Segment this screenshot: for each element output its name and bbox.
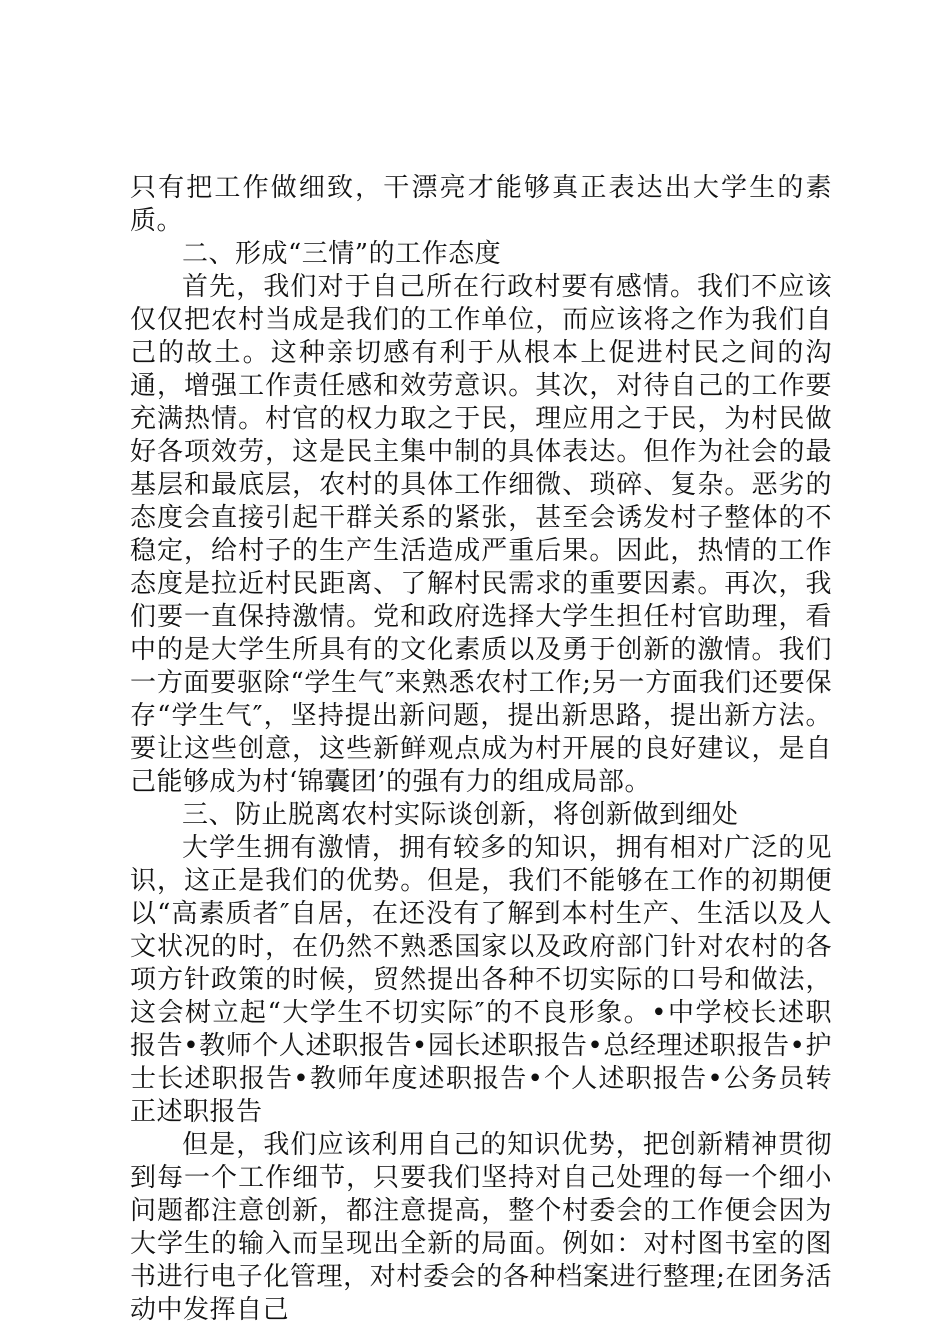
section-3-paragraph-1: 大学生拥有激情，拥有较多的知识，拥有相对广泛的见识，这正是我们的优势。但是，我们不能够在工作的初期便以“高素质者″自居，在还没有了解到本村生产、生活以及人文状况的时，在仍然不熟悉国家以及政府部门针对农村的各项方针政策的时候，贸然提出各种不切实际的口号和做法，这会树立起“大学生不切实际″的不良形象。•中学校长述职报告•教师个人述职报告•园长述职报告•总经理述职报告•护士长述职报告•教师年度述职报告•个人述职报告•公务员转正述职报告: [130, 833, 832, 1127]
section-heading-3: 三、防止脱离农村实际谈创新，将创新做到细处: [182, 800, 739, 830]
document-body: [130, 172, 832, 1327]
section-heading-2: 二、形成“三情”的工作态度: [182, 239, 502, 269]
section-3-paragraph-2: 但是，我们应该利用自己的知识优势，把创新精神贯彻到每一个工作细节，只要我们坚持对自己处理的每一个细小问题都注意创新，都注意提高，整个村委会的工作便会因为大学生的输入而呈现出全新的局面。例如：对村图书室的图书进行电子化管理，对村委会的各种档案进行整理;在团务活动中发挥自己: [130, 1130, 832, 1325]
section-2-paragraph: 首先，我们对于自己所在行政村要有感情。我们不应该仅仅把农村当成是我们的工作单位，而应该将之作为我们自己的故土。这种亲切感有利于从根本上促进村民之间的沟通，增强工作责任感和效劳意识。其次，对待自己的工作要充满热情。村官的权力取之于民，理应用之于民，为村民做好各项效劳，这是民主集中制的具体表达。但作为社会的最基层和最底层，农村的具体工作细微、琐碎、复杂。恶劣的态度会直接引起干群关系的紧张，甚至会诱发村子整体的不稳定，给村子的生产生活造成严重后果。因此，热情的工作态度是拉近村民距离、了解村民需求的重要因素。再次，我们要一直保持激情。党和政府选择大学生担任村官助理，看中的是大学生所具有的文化素质以及勇于创新的激情。我们一方面要驱除“学生气″来熟悉农村工作;另一方面我们还要保存“学生气″，坚持提出新问题，提出新思路，提出新方法。要让这些创意，这些新鲜观点成为村开展的良好建议，是自己能够成为村‘锦囊团’的强有力的组成局部。: [130, 272, 832, 797]
lead-line: 只有把工作做细致，干漂亮才能够真正表达出大学生的素质。: [130, 173, 832, 236]
